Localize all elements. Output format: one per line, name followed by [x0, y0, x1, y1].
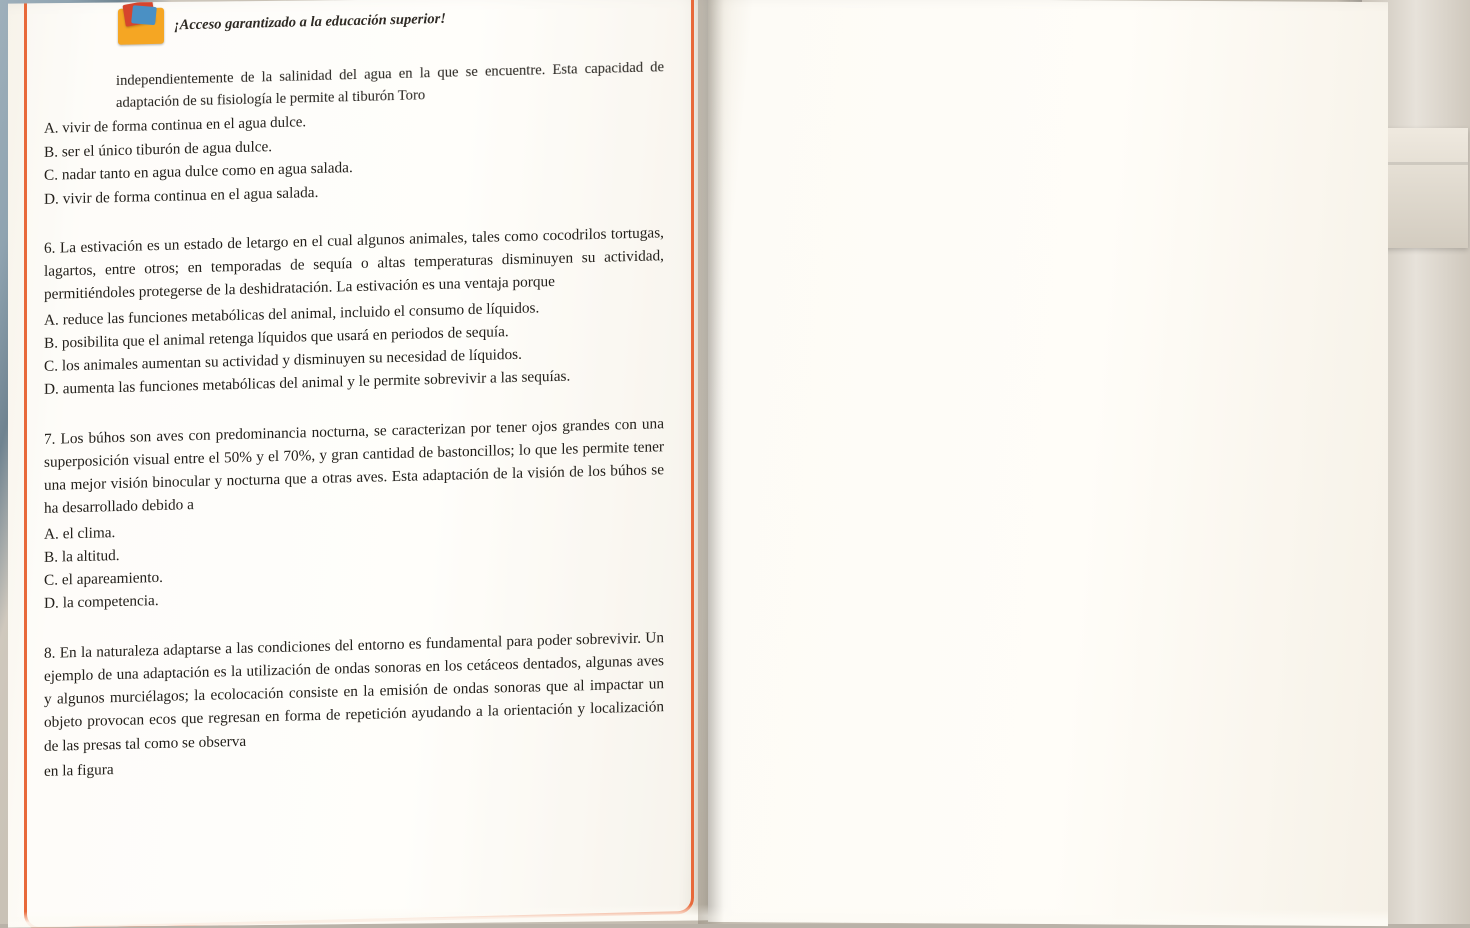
carryover-option-c: C. nadar tanto en agua dulce como en agua salada. — [44, 159, 353, 185]
left-text-column — [44, 30, 664, 783]
question-7-option-a: A. el clima. — [44, 523, 116, 543]
question-8-stem: 8. En la naturaleza adaptarse a las condiciones del entorno es fundamental para poder sobrevivir. Un ejemplo de una adaptación es la utilización de ondas sonoras en los cetáceos dentados, algunas aves y algunos murciélagos; la ecolocación consiste en la emisión de ondas sonoras que al impactar un objeto provocan ecos que regresan en forma de repetición ayudando a la orientación y localización de las presas tal como se observa — [44, 628, 664, 755]
question-7-option-b: B. la altitud. — [44, 546, 120, 566]
question-6-option-b: B. posibilita que el animal retenga líquidos que usará en periodos de sequía. — [44, 322, 509, 352]
books-icon — [118, 8, 164, 45]
open-book — [8, 0, 1388, 924]
question-7-option-d: D. la competencia. — [44, 592, 159, 613]
question-6-option-c: C. los animales aumentan su actividad y disminuyen su necesidad de líquidos. — [44, 345, 522, 375]
right-page-fade — [708, 906, 1388, 926]
carryover-option-a: A. vivir de forma continua en el agua dulce. — [44, 114, 307, 138]
book-gutter — [698, 0, 724, 924]
question-7-option-c: C. el apareamiento. — [44, 568, 163, 589]
question-8-cut-line: en la figura — [44, 760, 114, 780]
carryover-stem: independientemente de la salinidad del agua en la que se encuentre. Esta capacidad de adaptación de su fisiología le permite al tiburón Toro — [116, 59, 664, 112]
question-7-stem: 7. Los búhos son aves con predominancia nocturna, se caracterizan por tener ojos grandes con una superposición visual entre el 50% y el 70%, y gran cantidad de bastoncillos; lo que les permite tener una mejor visión binocular y nocturna que a otras aves. Esta adaptación de la visión de los búhos se ha desarrollado debido a — [44, 414, 664, 518]
question-6-stem: 6. La estivación es un estado de letargo en el cual algunos animales, tales como cocodrilos tortugas, lagartos, entre otros; en temporadas de sequía o altas temperaturas disminuyen su actividad, permitiéndoles protegerse de la deshidratación. La estivación es una ventaja porque — [44, 223, 664, 304]
left-page — [8, 0, 708, 928]
left-banner-title: ¡Acceso garantizado a la educación superior! — [174, 10, 446, 33]
right-page — [708, 0, 1388, 926]
question-6-option-d: D. aumenta las funciones metabólicas del animal y le permite sobrevivir a las sequías. — [44, 367, 571, 399]
carryover-option-b: B. ser el único tiburón de agua dulce. — [44, 138, 273, 161]
carryover-option-d: D. vivir de forma continua en el agua salada. — [44, 183, 319, 208]
question-6-option-a: A. reduce las funciones metabólicas del animal, incluido el consumo de líquidos. — [44, 298, 540, 329]
